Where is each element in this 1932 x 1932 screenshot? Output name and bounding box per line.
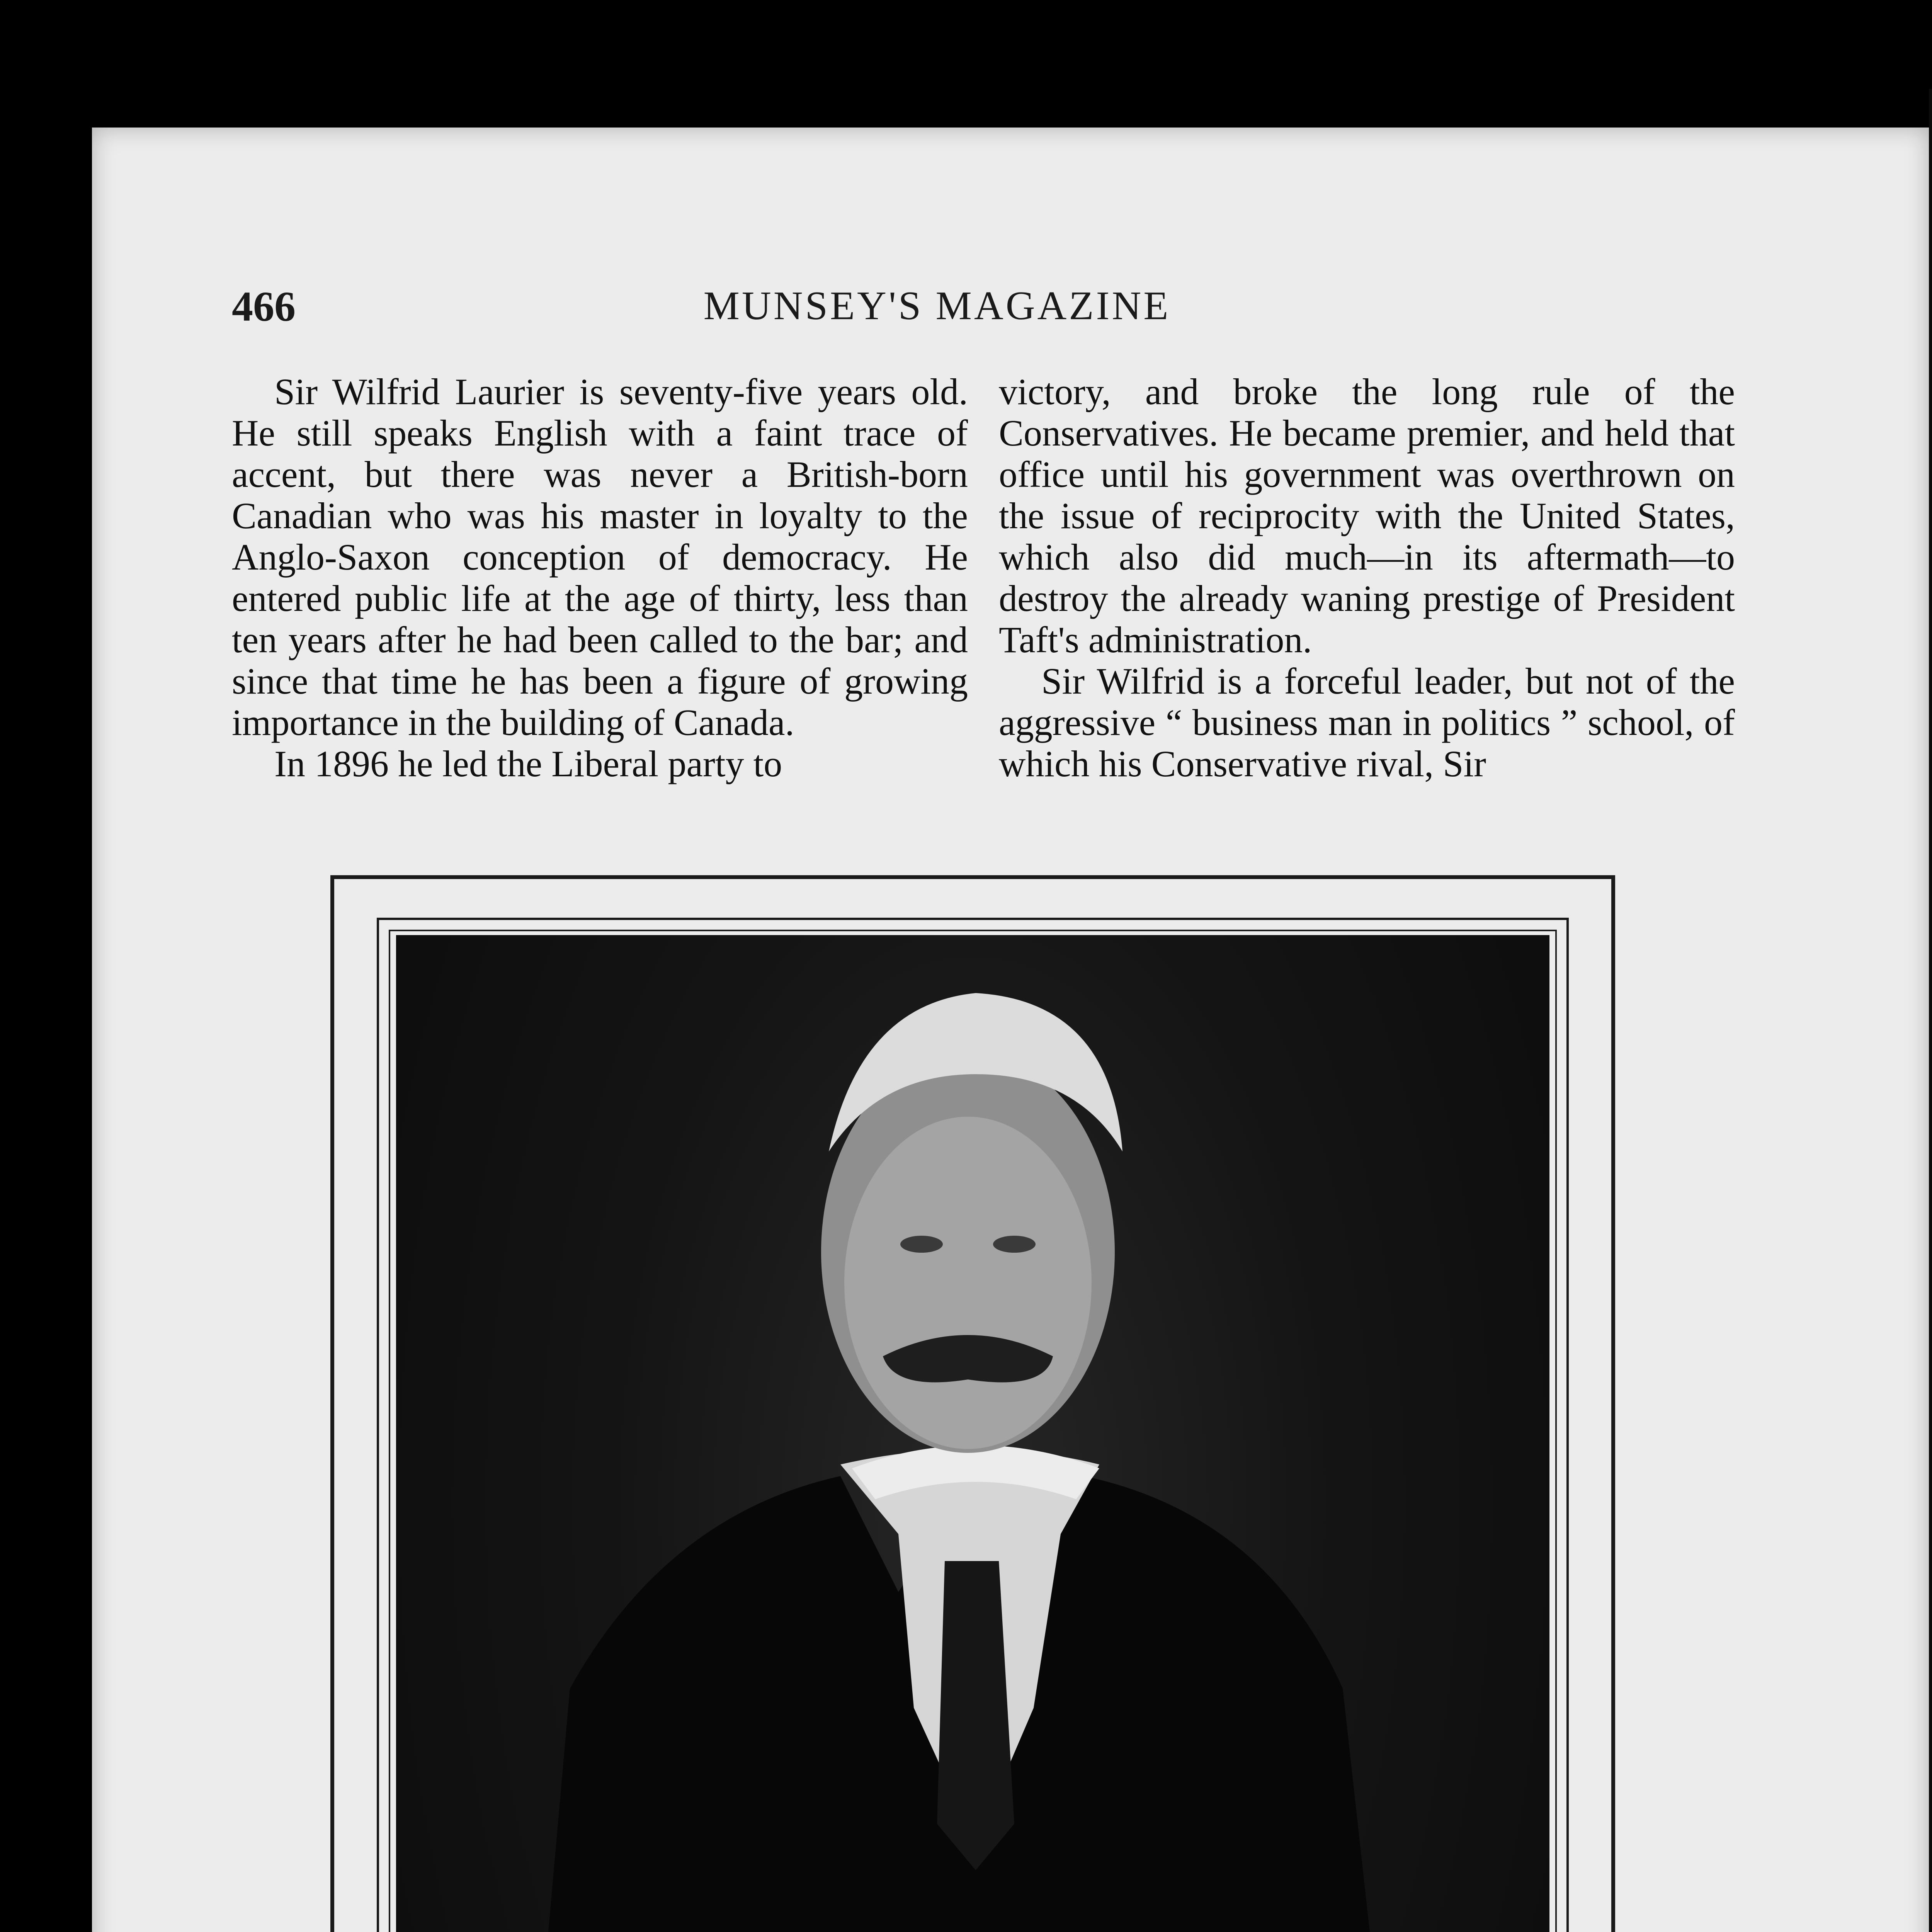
text-column-right [999, 371, 1735, 784]
page-number: 466 [232, 283, 296, 330]
page-header [135, 282, 1739, 336]
paragraph: Sir Wilfrid is a forceful leader, but not of the aggressive “ business man in politics ” school, of which his Conservative rival, Sir [999, 660, 1735, 784]
paragraph: Sir Wilfrid Laurier is seventy-five years old. He still speaks English with a faint trace of accent, but there was never a British-born Canadian who was his master in loyalty to the Anglo-Saxon conception of democracy. He entered public life at the age of thirty, less than ten years after he had been called to the bar; and since that time he has been a figure of growing importance in the building of Canada. [232, 371, 968, 743]
paragraph: In 1896 he led the Liberal party to [274, 743, 782, 784]
portrait-frame [330, 875, 1615, 1932]
portrait-figure-illustration [396, 935, 1549, 1932]
running-head: MUNSEY'S MAGAZINE [703, 283, 1171, 328]
page-gutter [1929, 89, 1932, 1932]
portrait-photograph [396, 935, 1549, 1932]
text-column-left [232, 371, 968, 784]
paragraph: victory, and broke the long rule of the Conservatives. He became premier, and held that office until his government was overthrown on the issue of reciprocity with the United States, which also did much—in its aftermath—to destroy the already waning prestige of President Taft's administration. [999, 371, 1735, 660]
